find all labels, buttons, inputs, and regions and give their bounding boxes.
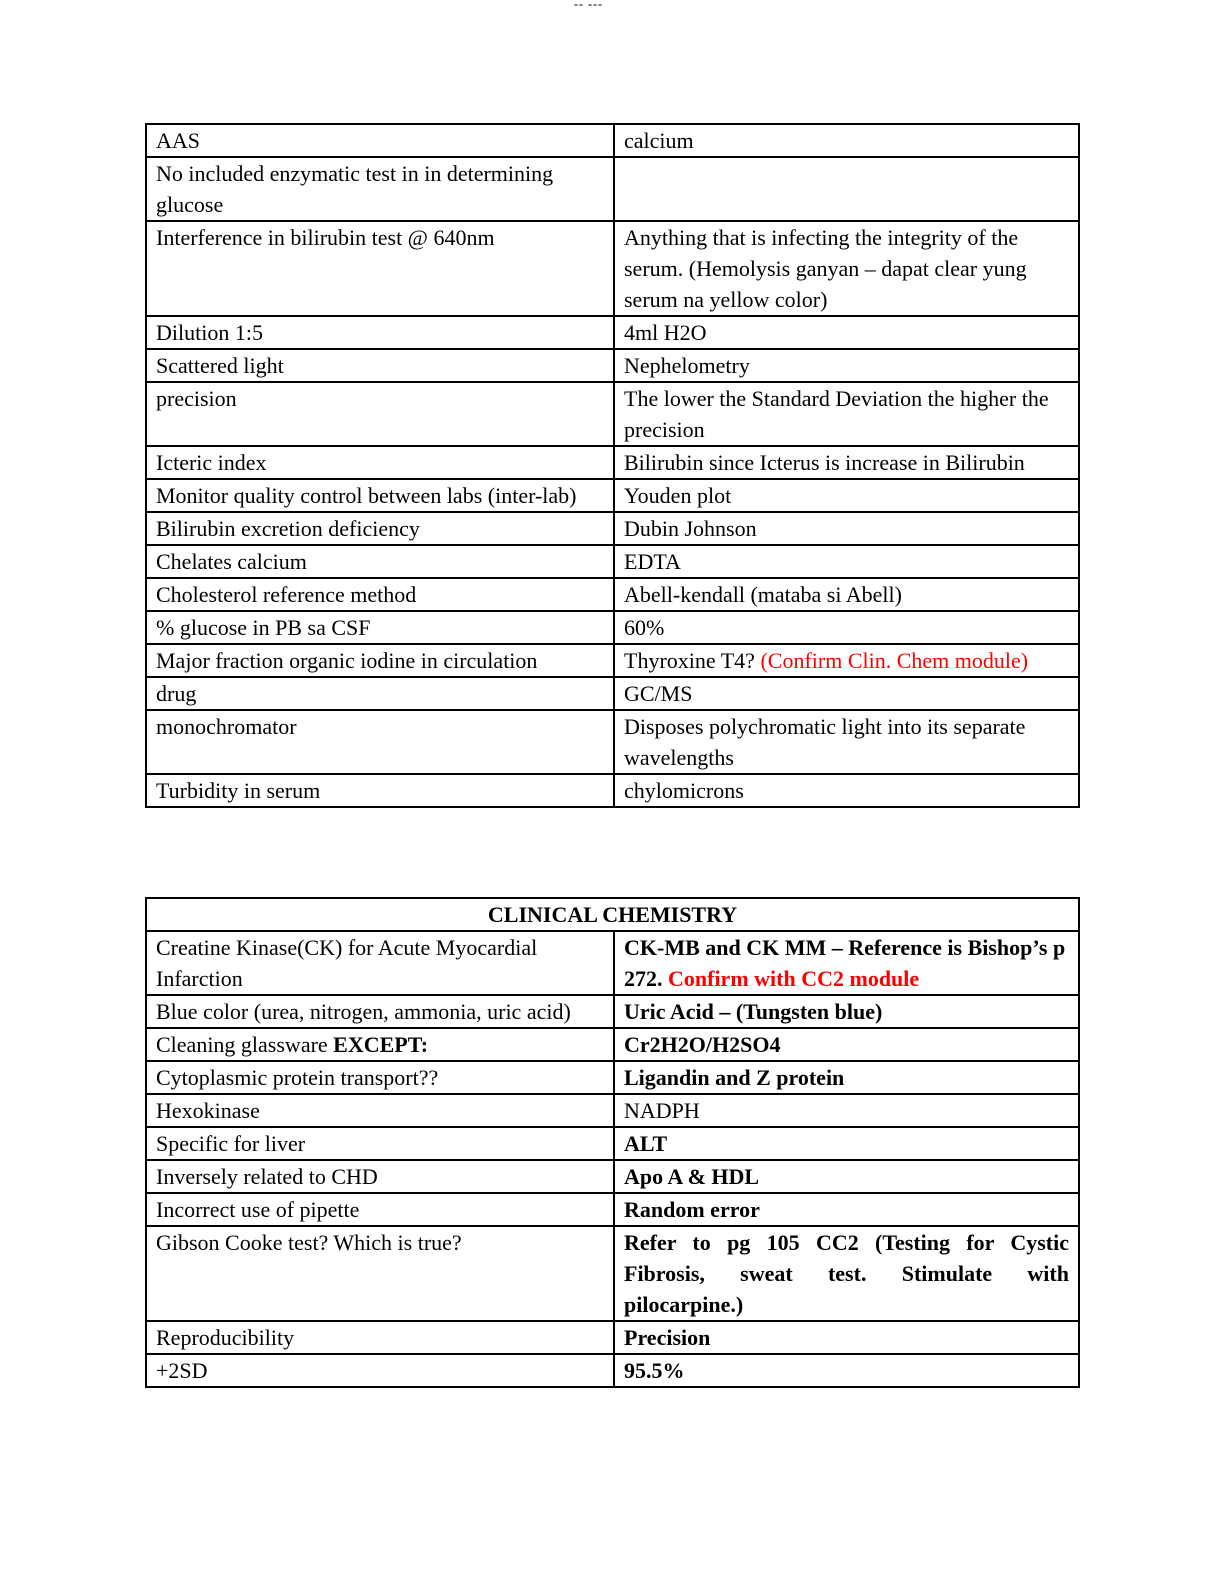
table1-right-cell [614,157,1079,221]
text-segment: Uric Acid – (Tungsten blue) [624,999,883,1024]
table1-left-cell [146,479,614,512]
table-row [146,611,1079,644]
table2-right-cell [614,1193,1079,1226]
table-row [146,1321,1079,1354]
clinical-chemistry-title: CLINICAL CHEMISTRY [146,898,1079,931]
clinical-chemistry-table-head [146,898,1079,931]
text-segment: chylomicrons [624,778,744,803]
table1-right-cell [614,774,1079,807]
table2-left-cell [146,1354,614,1387]
text-segment: precision [156,386,237,411]
clinical-chemistry-table-body [146,931,1079,1387]
table2-right-cell [614,1127,1079,1160]
table1-left-cell [146,677,614,710]
text-segment: Anything that is infecting the integrity of the serum. (Hemolysis ganyan – dapat clear yung serum na yellow color) [624,225,1027,312]
table2-left-cell [146,1226,614,1321]
table2-left-cell [146,1193,614,1226]
text-segment: The lower the Standard Deviation the higher the precision [624,386,1049,442]
table-row [146,644,1079,677]
text-segment: Cholesterol reference method [156,582,417,607]
text-segment: monochromator [156,714,297,739]
table1-right-cell [614,512,1079,545]
table1-right-cell [614,349,1079,382]
table2-right-cell [614,1321,1079,1354]
text-segment: calcium [624,128,694,153]
text-segment: Dilution 1:5 [156,320,263,345]
table-row [146,1354,1079,1387]
text-segment: AAS [156,128,201,153]
text-segment: Major fraction organic iodine in circulation [156,648,538,673]
text-segment: Creatine Kinase(CK) for Acute Myocardial Infarction [156,935,538,991]
table2-right-cell [614,1094,1079,1127]
text-segment: Abell-kendall (mataba si Abell) [624,582,902,607]
text-segment: Incorrect use of pipette [156,1197,360,1222]
text-segment: GC/MS [624,681,693,706]
text-segment: Cr2H2O/H2SO4 [624,1032,781,1057]
table-row [146,1061,1079,1094]
text-segment: No included enzymatic test in in determining glucose [156,161,554,217]
text-segment: Reproducibility [156,1325,295,1350]
table1-right-cell [614,611,1079,644]
text-segment: ALT [624,1131,668,1156]
table-row [146,124,1079,157]
table-header-row [146,898,1079,931]
text-segment: Cytoplasmic protein transport?? [156,1065,439,1090]
table1-right-cell [614,578,1079,611]
table1-right-cell [614,221,1079,316]
table-row [146,545,1079,578]
table2-right-cell [614,1028,1079,1061]
table1-left-cell [146,644,614,677]
table-row [146,1160,1079,1193]
table-row [146,995,1079,1028]
text-segment: EXCEPT: [333,1032,429,1057]
table1-left-cell [146,774,614,807]
table-row [146,1193,1079,1226]
text-segment: Confirm with CC2 module [668,966,920,991]
table2-left-cell [146,1094,614,1127]
table1-right-cell [614,479,1079,512]
table2-right-cell [614,995,1079,1028]
text-segment: Ligandin and Z protein [624,1065,845,1090]
text-segment: EDTA [624,549,681,574]
table2-left-cell [146,1061,614,1094]
table1-left-cell [146,124,614,157]
table1-left-cell [146,512,614,545]
table2-left-cell [146,931,614,995]
table1-left-cell [146,611,614,644]
table1-left-cell [146,382,614,446]
table-row [146,512,1079,545]
table-row [146,157,1079,221]
text-segment: Inversely related to CHD [156,1164,378,1189]
table1-right-cell [614,382,1079,446]
text-segment: (Confirm Clin. Chem module) [760,648,1029,673]
table2-left-cell [146,1321,614,1354]
table1-left-cell [146,221,614,316]
table-row [146,578,1079,611]
text-segment: 60% [624,615,665,640]
table1-right-cell [614,545,1079,578]
table-row [146,382,1079,446]
text-segment: NADPH [624,1098,700,1123]
table2-left-cell [146,1127,614,1160]
text-segment: Nephelometry [624,353,750,378]
table-row [146,1127,1079,1160]
text-segment: Disposes polychromatic light into its separate wavelengths [624,714,1026,770]
text-segment: Precision [624,1325,711,1350]
table2-right-cell [614,1061,1079,1094]
text-segment: Cleaning glassware [156,1032,334,1057]
table1-left-cell [146,157,614,221]
table-row [146,710,1079,774]
text-segment: 95.5% [624,1358,685,1383]
table1-left-cell [146,578,614,611]
table-row [146,479,1079,512]
text-segment: CK-MB and CK MM – Reference is Bishop’s p 272. [624,935,1066,991]
clinical-chemistry-table [145,897,1080,1388]
text-segment: Turbidity in serum [156,778,321,803]
table-row [146,774,1079,807]
table2-right-cell [614,1226,1079,1321]
qa-review-table [145,123,1080,808]
text-segment: Random error [624,1197,760,1222]
text-segment: Blue color (urea, nitrogen, ammonia, uric acid) [156,999,571,1024]
text-segment: +2SD [156,1358,208,1383]
text-segment: Bilirubin excretion deficiency [156,516,420,541]
table1-right-cell [614,124,1079,157]
text-segment: Scattered light [156,353,284,378]
text-segment: Chelates calcium [156,549,307,574]
text-segment: % glucose in PB sa CSF [156,615,371,640]
table1-left-cell [146,316,614,349]
table-row [146,1226,1079,1321]
text-segment: 4ml H2O [624,320,707,345]
text-segment: Hexokinase [156,1098,260,1123]
text-segment: Interference in bilirubin test @ 640nm [156,225,495,250]
qa-review-table-body [146,124,1079,807]
table-row [146,316,1079,349]
table1-left-cell [146,349,614,382]
table2-left-cell [146,995,614,1028]
table2-right-cell [614,1354,1079,1387]
text-segment: drug [156,681,197,706]
text-segment: Thyroxine T4? [624,648,761,673]
text-segment: Bilirubin since Icterus is increase in Bilirubin [624,450,1025,475]
table1-left-cell [146,545,614,578]
table-row [146,931,1079,995]
table1-right-cell [614,677,1079,710]
table-row [146,221,1079,316]
table-row [146,1094,1079,1127]
text-segment: Refer to pg 105 CC2 (Testing for Cystic Fibrosis, sweat test. Stimulate with pilocarpine.) [624,1230,1069,1317]
text-segment: Apo A & HDL [624,1164,760,1189]
text-segment: Monitor quality control between labs (inter-lab) [156,483,577,508]
table-row [146,677,1079,710]
table2-left-cell [146,1028,614,1061]
table2-right-cell [614,931,1079,995]
table-row [146,1028,1079,1061]
table1-left-cell [146,446,614,479]
table1-right-cell [614,644,1079,677]
text-segment: Dubin Johnson [624,516,757,541]
table1-right-cell [614,446,1079,479]
table1-right-cell [614,710,1079,774]
table2-left-cell [146,1160,614,1193]
text-segment: Specific for liver [156,1131,306,1156]
table-row [146,446,1079,479]
text-segment: Icteric index [156,450,267,475]
table-row [146,349,1079,382]
table2-right-cell [614,1160,1079,1193]
table1-right-cell [614,316,1079,349]
text-segment: Gibson Cooke test? Which is true? [156,1230,462,1255]
cropped-header-text-fragment: -- --- [574,0,603,8]
text-segment: Youden plot [624,483,732,508]
table1-left-cell [146,710,614,774]
